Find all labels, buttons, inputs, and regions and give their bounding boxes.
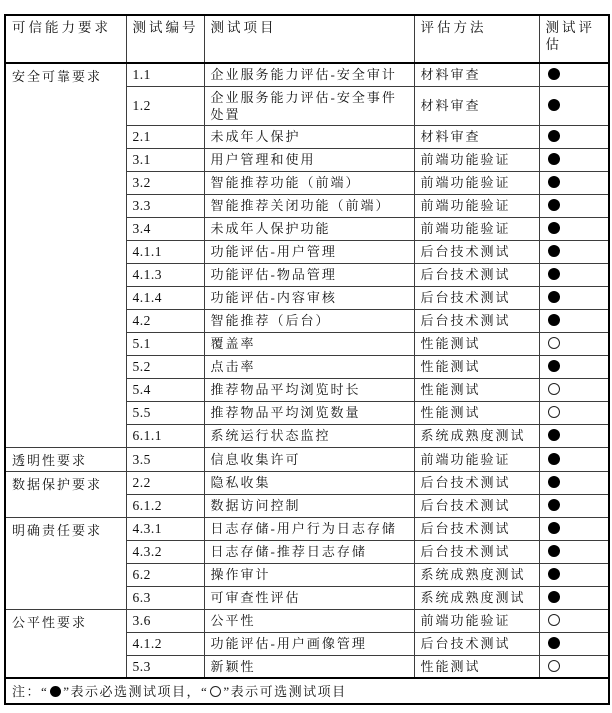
marker-cell bbox=[539, 471, 609, 494]
test-evaluation-table bbox=[4, 14, 610, 705]
test-id-cell: 6.3 bbox=[126, 586, 204, 609]
marker-cell bbox=[539, 171, 609, 194]
test-id-cell: 1.2 bbox=[126, 86, 204, 125]
filled-circle-icon bbox=[548, 545, 560, 557]
table-row bbox=[5, 63, 609, 86]
test-item-cell: 未成年人保护 bbox=[204, 125, 414, 148]
method-cell: 材料审查 bbox=[414, 125, 539, 148]
method-cell: 后台技术测试 bbox=[414, 517, 539, 540]
test-id-cell: 4.2 bbox=[126, 309, 204, 332]
requirement-cell: 数据保护要求 bbox=[5, 471, 126, 517]
test-id-cell: 6.1.1 bbox=[126, 424, 204, 447]
filled-circle-icon bbox=[548, 568, 560, 580]
marker-cell bbox=[539, 424, 609, 447]
filled-circle-icon bbox=[548, 222, 560, 234]
marker-cell bbox=[539, 609, 609, 632]
method-cell: 性能测试 bbox=[414, 378, 539, 401]
marker-cell bbox=[539, 125, 609, 148]
filled-circle-icon bbox=[548, 522, 560, 534]
marker-cell bbox=[539, 86, 609, 125]
test-id-cell: 5.3 bbox=[126, 655, 204, 678]
marker-cell bbox=[539, 586, 609, 609]
col-header-test-evaluation: 测试评估 bbox=[539, 15, 609, 63]
table-row bbox=[5, 471, 609, 494]
empty-circle-icon bbox=[548, 614, 560, 626]
marker-cell bbox=[539, 378, 609, 401]
filled-circle-icon bbox=[548, 268, 560, 280]
marker-cell bbox=[539, 540, 609, 563]
empty-circle-icon bbox=[548, 406, 560, 418]
method-cell: 前端功能验证 bbox=[414, 447, 539, 471]
filled-circle-icon bbox=[548, 68, 560, 80]
filled-circle-icon bbox=[548, 360, 560, 372]
test-id-cell: 6.1.2 bbox=[126, 494, 204, 517]
requirement-cell: 公平性要求 bbox=[5, 609, 126, 678]
method-cell: 后台技术测试 bbox=[414, 309, 539, 332]
marker-cell bbox=[539, 240, 609, 263]
filled-circle-icon bbox=[548, 499, 560, 511]
test-item-cell: 日志存储-推荐日志存储 bbox=[204, 540, 414, 563]
marker-cell bbox=[539, 447, 609, 471]
test-id-cell: 4.1.1 bbox=[126, 240, 204, 263]
test-item-cell: 新颖性 bbox=[204, 655, 414, 678]
test-id-cell: 5.2 bbox=[126, 355, 204, 378]
filled-circle-icon bbox=[548, 199, 560, 211]
test-id-cell: 4.1.4 bbox=[126, 286, 204, 309]
method-cell: 性能测试 bbox=[414, 655, 539, 678]
marker-cell bbox=[539, 655, 609, 678]
method-cell: 后台技术测试 bbox=[414, 494, 539, 517]
method-cell: 后台技术测试 bbox=[414, 263, 539, 286]
filled-circle-icon bbox=[548, 453, 560, 465]
table-row bbox=[5, 517, 609, 540]
test-item-cell: 推荐物品平均浏览时长 bbox=[204, 378, 414, 401]
method-cell: 前端功能验证 bbox=[414, 148, 539, 171]
method-cell: 后台技术测试 bbox=[414, 286, 539, 309]
test-item-cell: 日志存储-用户行为日志存储 bbox=[204, 517, 414, 540]
test-item-cell: 信息收集许可 bbox=[204, 447, 414, 471]
test-item-cell: 点击率 bbox=[204, 355, 414, 378]
test-id-cell: 3.3 bbox=[126, 194, 204, 217]
test-item-cell: 未成年人保护功能 bbox=[204, 217, 414, 240]
empty-circle-icon bbox=[548, 383, 560, 395]
test-id-cell: 4.1.3 bbox=[126, 263, 204, 286]
test-item-cell: 企业服务能力评估-安全事件处置 bbox=[204, 86, 414, 125]
marker-cell bbox=[539, 309, 609, 332]
marker-cell bbox=[539, 263, 609, 286]
filled-circle-icon bbox=[548, 291, 560, 303]
filled-circle-icon bbox=[548, 245, 560, 257]
empty-circle-icon bbox=[210, 686, 221, 697]
test-item-cell: 智能推荐（后台） bbox=[204, 309, 414, 332]
test-item-cell: 功能评估-用户管理 bbox=[204, 240, 414, 263]
col-header-test-item: 测试项目 bbox=[204, 15, 414, 63]
test-id-cell: 4.3.2 bbox=[126, 540, 204, 563]
filled-circle-icon bbox=[50, 686, 61, 697]
col-header-evaluation-method: 评估方法 bbox=[414, 15, 539, 63]
col-header-capability-requirement: 可信能力要求 bbox=[5, 15, 126, 63]
test-item-cell: 用户管理和使用 bbox=[204, 148, 414, 171]
requirement-cell: 安全可靠要求 bbox=[5, 63, 126, 447]
test-item-cell: 隐私收集 bbox=[204, 471, 414, 494]
test-id-cell: 4.1.2 bbox=[126, 632, 204, 655]
requirement-cell: 透明性要求 bbox=[5, 447, 126, 471]
table-row bbox=[5, 609, 609, 632]
test-id-cell: 5.1 bbox=[126, 332, 204, 355]
test-item-cell: 企业服务能力评估-安全审计 bbox=[204, 63, 414, 86]
requirement-cell: 明确责任要求 bbox=[5, 517, 126, 609]
test-id-cell: 5.5 bbox=[126, 401, 204, 424]
marker-cell bbox=[539, 148, 609, 171]
filled-circle-icon bbox=[548, 314, 560, 326]
filled-circle-icon bbox=[548, 153, 560, 165]
empty-circle-icon bbox=[548, 337, 560, 349]
marker-cell bbox=[539, 401, 609, 424]
method-cell: 性能测试 bbox=[414, 355, 539, 378]
test-id-cell: 5.4 bbox=[126, 378, 204, 401]
marker-cell bbox=[539, 194, 609, 217]
note-row bbox=[5, 678, 609, 704]
test-item-cell: 功能评估-内容审核 bbox=[204, 286, 414, 309]
marker-cell bbox=[539, 332, 609, 355]
test-item-cell: 公平性 bbox=[204, 609, 414, 632]
test-id-cell: 6.2 bbox=[126, 563, 204, 586]
test-id-cell: 3.1 bbox=[126, 148, 204, 171]
filled-circle-icon bbox=[548, 130, 560, 142]
test-id-cell: 2.2 bbox=[126, 471, 204, 494]
test-item-cell: 功能评估-物品管理 bbox=[204, 263, 414, 286]
marker-cell bbox=[539, 632, 609, 655]
test-id-cell: 3.4 bbox=[126, 217, 204, 240]
marker-cell bbox=[539, 563, 609, 586]
note-cell: 注：“ ”表示必选测试项目，“ ”表示可选测试项目 bbox=[5, 678, 609, 704]
method-cell: 材料审查 bbox=[414, 86, 539, 125]
method-cell: 性能测试 bbox=[414, 332, 539, 355]
test-item-cell: 系统运行状态监控 bbox=[204, 424, 414, 447]
test-id-cell: 3.2 bbox=[126, 171, 204, 194]
test-id-cell: 1.1 bbox=[126, 63, 204, 86]
marker-cell bbox=[539, 517, 609, 540]
test-item-cell: 功能评估-用户画像管理 bbox=[204, 632, 414, 655]
marker-cell bbox=[539, 217, 609, 240]
filled-circle-icon bbox=[548, 176, 560, 188]
filled-circle-icon bbox=[548, 99, 560, 111]
filled-circle-icon bbox=[548, 476, 560, 488]
method-cell: 性能测试 bbox=[414, 401, 539, 424]
method-cell: 前端功能验证 bbox=[414, 609, 539, 632]
test-item-cell: 智能推荐关闭功能（前端） bbox=[204, 194, 414, 217]
table-header-row bbox=[5, 15, 609, 63]
marker-cell bbox=[539, 63, 609, 86]
method-cell: 前端功能验证 bbox=[414, 217, 539, 240]
test-id-cell: 4.3.1 bbox=[126, 517, 204, 540]
test-id-cell: 3.5 bbox=[126, 447, 204, 471]
filled-circle-icon bbox=[548, 591, 560, 603]
marker-cell bbox=[539, 355, 609, 378]
marker-cell bbox=[539, 494, 609, 517]
empty-circle-icon bbox=[548, 660, 560, 672]
method-cell: 前端功能验证 bbox=[414, 194, 539, 217]
method-cell: 前端功能验证 bbox=[414, 171, 539, 194]
marker-cell bbox=[539, 286, 609, 309]
table-row bbox=[5, 447, 609, 471]
test-item-cell: 可审查性评估 bbox=[204, 586, 414, 609]
test-id-cell: 2.1 bbox=[126, 125, 204, 148]
filled-circle-icon bbox=[548, 637, 560, 649]
method-cell: 后台技术测试 bbox=[414, 471, 539, 494]
method-cell: 后台技术测试 bbox=[414, 540, 539, 563]
test-item-cell: 覆盖率 bbox=[204, 332, 414, 355]
method-cell: 系统成熟度测试 bbox=[414, 586, 539, 609]
test-id-cell: 3.6 bbox=[126, 609, 204, 632]
method-cell: 系统成熟度测试 bbox=[414, 563, 539, 586]
test-item-cell: 智能推荐功能（前端） bbox=[204, 171, 414, 194]
test-item-cell: 操作审计 bbox=[204, 563, 414, 586]
method-cell: 系统成熟度测试 bbox=[414, 424, 539, 447]
col-header-test-id: 测试编号 bbox=[126, 15, 204, 63]
method-cell: 后台技术测试 bbox=[414, 632, 539, 655]
test-item-cell: 数据访问控制 bbox=[204, 494, 414, 517]
test-item-cell: 推荐物品平均浏览数量 bbox=[204, 401, 414, 424]
method-cell: 后台技术测试 bbox=[414, 240, 539, 263]
filled-circle-icon bbox=[548, 429, 560, 441]
method-cell: 材料审查 bbox=[414, 63, 539, 86]
